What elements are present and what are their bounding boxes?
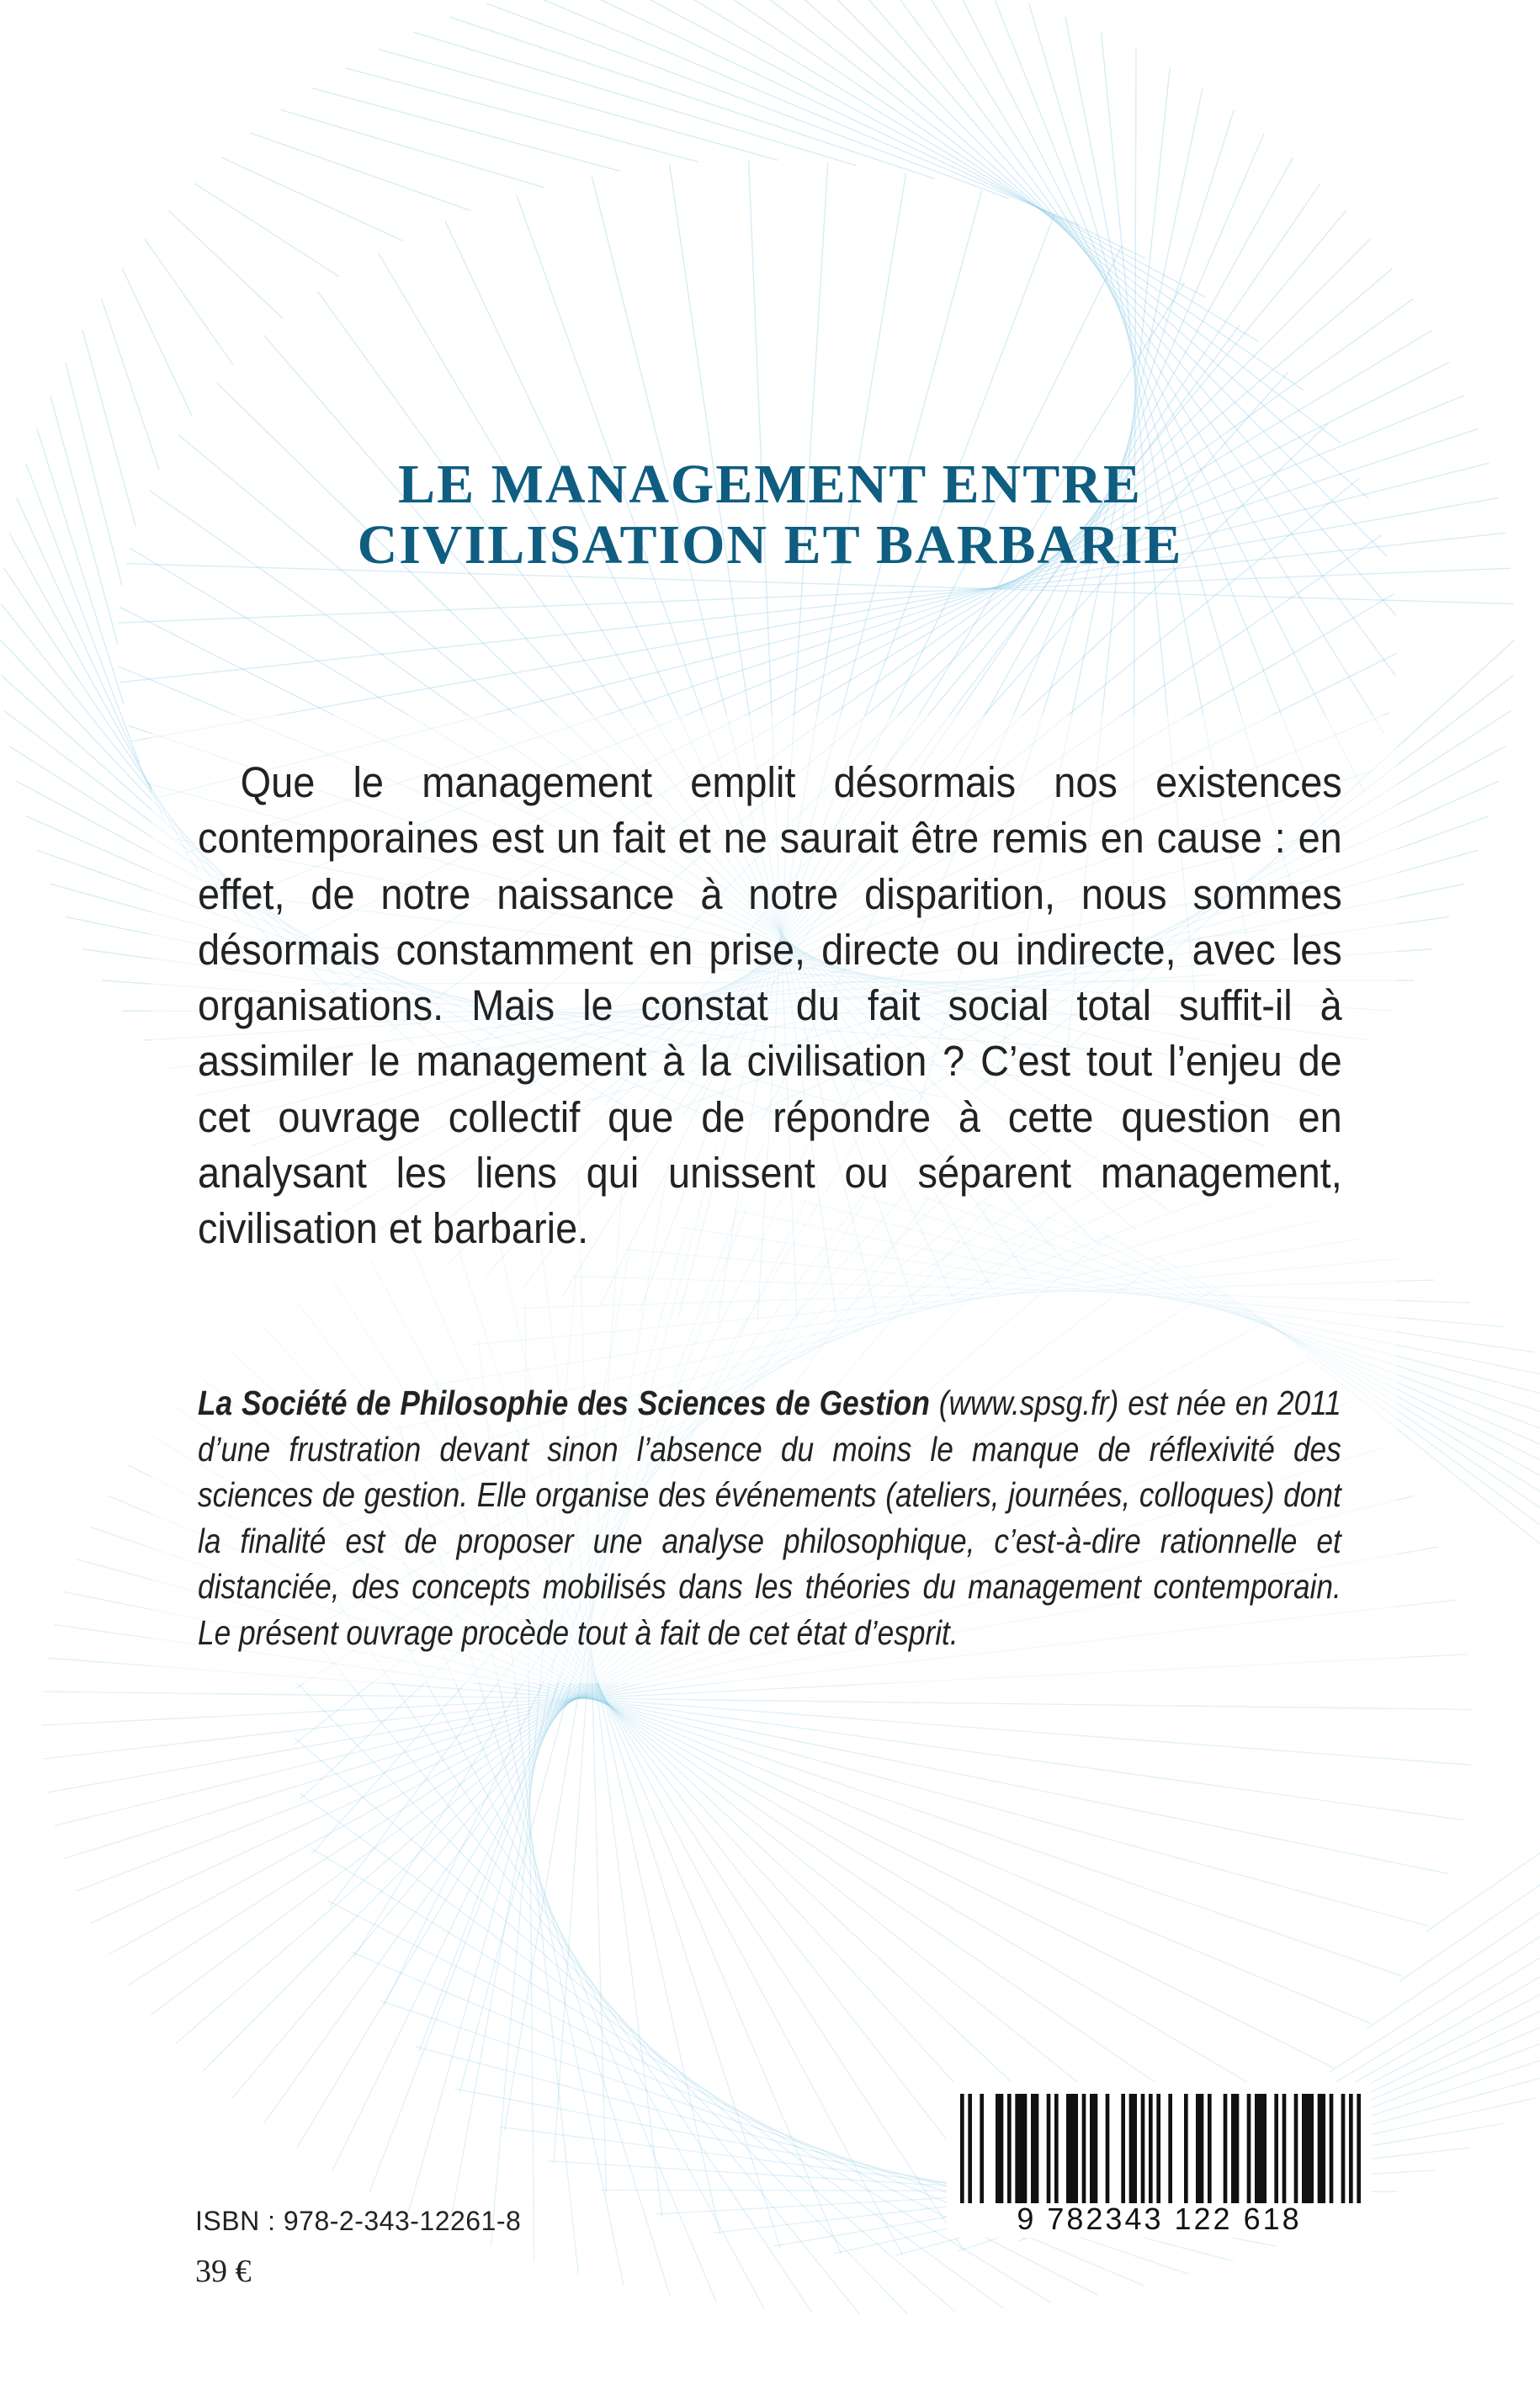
summary-paragraph: Que le management emplit désormais nos existences contemporaines est un fait et ne saurait être remis en cause : en effet, de notre naissance à notre disparition, nous sommes désormais constamment en prise, directe ou indirecte, avec les organisations. Mais le constat du fait social total suffit-il à assimiler le management à la civilisation ? C’est tout l’enjeu de cet ouvrage collectif que de répondre à cette question en analysant les liens qui unissent ou séparent management, civilisation et barbarie.	[198, 758, 1342, 1253]
about-paragraph	[198, 1380, 1341, 1655]
about-text: (www.spsg.fr) est née en 2011 d’une frustration devant sinon l’absence du moins le manque de réflexivité des sciences de gestion. Elle organise des événements (ateliers, journées, colloques) dont la finalité est de proposer une analyse philosophique, c’est-à-dire rationnelle et distanciée, des concepts mobilisés dans les théories du management contemporain. Le présent ouvrage procède tout à fait de cet état d’esprit.	[198, 1384, 1341, 1652]
book-title	[0, 454, 1540, 576]
barcode	[947, 2082, 1372, 2238]
title-line-2: CIVILISATION ET BARBARIE	[357, 514, 1183, 576]
title-line-1: LE MANAGEMENT ENTRE	[398, 454, 1142, 515]
barcode-digits: 9 782343 122 618	[1017, 2202, 1302, 2236]
isbn: ISBN : 978-2-343-12261-8	[195, 2206, 522, 2236]
barcode-bars	[960, 2094, 1361, 2203]
price: 39 €	[195, 2254, 252, 2289]
org-name: La Société de Philosophie des Sciences de Gestion	[198, 1384, 930, 1422]
